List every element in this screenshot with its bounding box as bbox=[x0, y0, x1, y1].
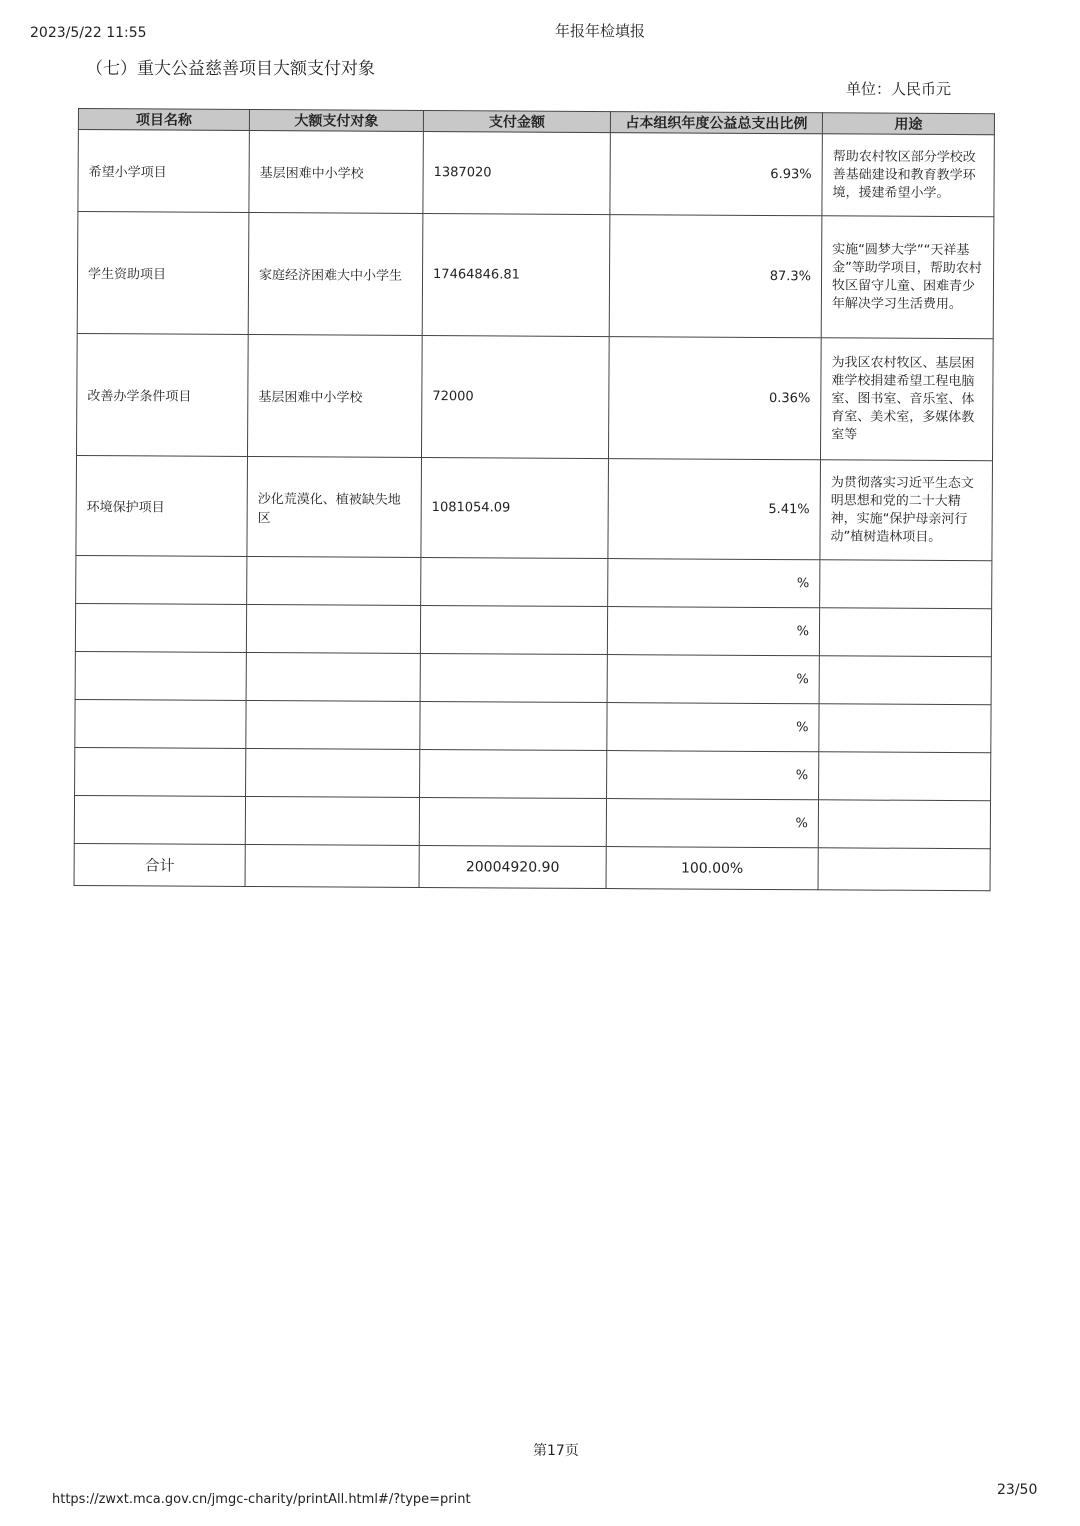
project-name-cell[interactable] bbox=[74, 795, 245, 844]
ratio-cell[interactable]: % bbox=[607, 655, 819, 704]
payee-cell[interactable]: 基层困难中小学校 bbox=[249, 130, 423, 213]
ratio-cell[interactable]: % bbox=[607, 607, 819, 656]
ratio-cell[interactable]: 0.36% bbox=[608, 337, 821, 460]
purpose-cell[interactable]: 实施“圆梦大学”“天祥基金”等助学项目，帮助农村牧区留守儿童、困难青少年解决学习生活费用。 bbox=[821, 216, 994, 339]
purpose-cell[interactable] bbox=[819, 752, 991, 801]
project-name-cell[interactable] bbox=[76, 555, 247, 604]
purpose-cell[interactable]: 为我区农村牧区、基层困难学校捐建希望工程电脑室、图书室、音乐室、体育室、美术室，多媒体教室等 bbox=[820, 338, 993, 461]
table-row bbox=[74, 795, 990, 848]
amount-cell[interactable]: 1081054.09 bbox=[421, 457, 609, 558]
ratio-cell[interactable]: 87.3% bbox=[609, 215, 822, 338]
table-row bbox=[76, 333, 993, 460]
amount-cell[interactable] bbox=[421, 557, 608, 606]
payee-cell[interactable] bbox=[246, 652, 420, 701]
currency-unit-label: 单位：人民币元 bbox=[846, 80, 952, 98]
ratio-cell[interactable]: 6.93% bbox=[610, 133, 822, 216]
table-row bbox=[75, 699, 991, 752]
purpose-cell[interactable]: 帮助农村牧区部分学校改善基础建设和教育教学环境，援建希望小学。 bbox=[822, 134, 994, 217]
amount-cell[interactable] bbox=[420, 653, 607, 702]
purpose-cell[interactable] bbox=[820, 560, 992, 609]
total-amount: 20004920.90 bbox=[419, 845, 606, 888]
print-url: https://zwxt.mca.gov.cn/jmgc-charity/printAll.html#/?type=print bbox=[52, 1492, 471, 1507]
project-name-cell[interactable]: 环境保护项目 bbox=[76, 455, 248, 556]
payee-cell[interactable]: 家庭经济困难大中小学生 bbox=[248, 212, 423, 335]
project-name-cell[interactable] bbox=[75, 603, 246, 652]
total-payee-cell bbox=[245, 844, 419, 887]
purpose-cell[interactable] bbox=[818, 800, 990, 849]
ratio-cell[interactable]: % bbox=[607, 751, 819, 800]
table-row bbox=[76, 555, 992, 608]
amount-cell[interactable]: 72000 bbox=[421, 335, 609, 458]
section-title: （七）重大公益慈善项目大额支付对象 bbox=[86, 59, 375, 79]
purpose-cell[interactable] bbox=[819, 608, 991, 657]
purpose-cell[interactable] bbox=[819, 704, 991, 753]
table-row bbox=[76, 455, 993, 560]
table-row bbox=[75, 603, 991, 656]
project-name-cell[interactable]: 改善办学条件项目 bbox=[76, 333, 248, 456]
table-row bbox=[75, 651, 991, 704]
amount-cell[interactable]: 1387020 bbox=[423, 131, 610, 214]
total-row bbox=[74, 843, 990, 890]
total-purpose-cell bbox=[818, 848, 990, 891]
project-name-cell[interactable] bbox=[75, 699, 246, 748]
col-header-ratio: 占本组织年度公益总支出比例 bbox=[610, 112, 822, 134]
total-label: 合计 bbox=[74, 843, 245, 886]
payee-cell[interactable] bbox=[245, 796, 419, 845]
payee-cell[interactable] bbox=[246, 604, 420, 653]
page-number: 第17页 bbox=[533, 1443, 579, 1459]
amount-cell[interactable] bbox=[420, 701, 607, 750]
payee-cell[interactable] bbox=[247, 556, 421, 605]
col-header-amount: 支付金额 bbox=[423, 110, 610, 132]
ratio-cell[interactable]: % bbox=[607, 703, 819, 752]
purpose-cell[interactable]: 为贯彻落实习近平生态文明思想和党的二十大精神，实施“保护母亲河行动”植树造林项目。 bbox=[820, 460, 993, 561]
project-name-cell[interactable]: 希望小学项目 bbox=[78, 130, 249, 213]
table-row bbox=[78, 130, 994, 217]
project-name-cell[interactable]: 学生资助项目 bbox=[77, 212, 249, 335]
ratio-cell[interactable]: 5.41% bbox=[608, 459, 821, 560]
table-row bbox=[77, 212, 994, 339]
project-name-cell[interactable] bbox=[75, 747, 246, 796]
amount-cell[interactable] bbox=[420, 605, 607, 654]
payee-cell[interactable]: 沙化荒漠化、植被缺失地区 bbox=[247, 456, 422, 557]
payee-cell[interactable] bbox=[246, 748, 420, 797]
payee-cell[interactable] bbox=[246, 700, 420, 749]
purpose-cell[interactable] bbox=[819, 656, 991, 705]
large-payment-table bbox=[74, 108, 995, 891]
col-header-purpose: 用途 bbox=[822, 113, 994, 135]
amount-cell[interactable]: 17464846.81 bbox=[422, 213, 610, 336]
col-header-project-name: 项目名称 bbox=[78, 109, 249, 131]
page-count: 23/50 bbox=[997, 1482, 1038, 1498]
ratio-cell[interactable]: % bbox=[608, 559, 820, 608]
page-header-title: 年报年检填报 bbox=[555, 22, 646, 40]
amount-cell[interactable] bbox=[420, 749, 607, 798]
ratio-cell[interactable]: % bbox=[606, 799, 818, 848]
table-row bbox=[75, 747, 991, 800]
print-datetime: 2023/5/22 11:55 bbox=[30, 25, 147, 41]
col-header-payee: 大额支付对象 bbox=[249, 109, 423, 131]
project-name-cell[interactable] bbox=[75, 651, 246, 700]
amount-cell[interactable] bbox=[419, 797, 606, 846]
payee-cell[interactable]: 基层困难中小学校 bbox=[247, 334, 422, 457]
total-ratio: 100.00% bbox=[606, 847, 818, 890]
